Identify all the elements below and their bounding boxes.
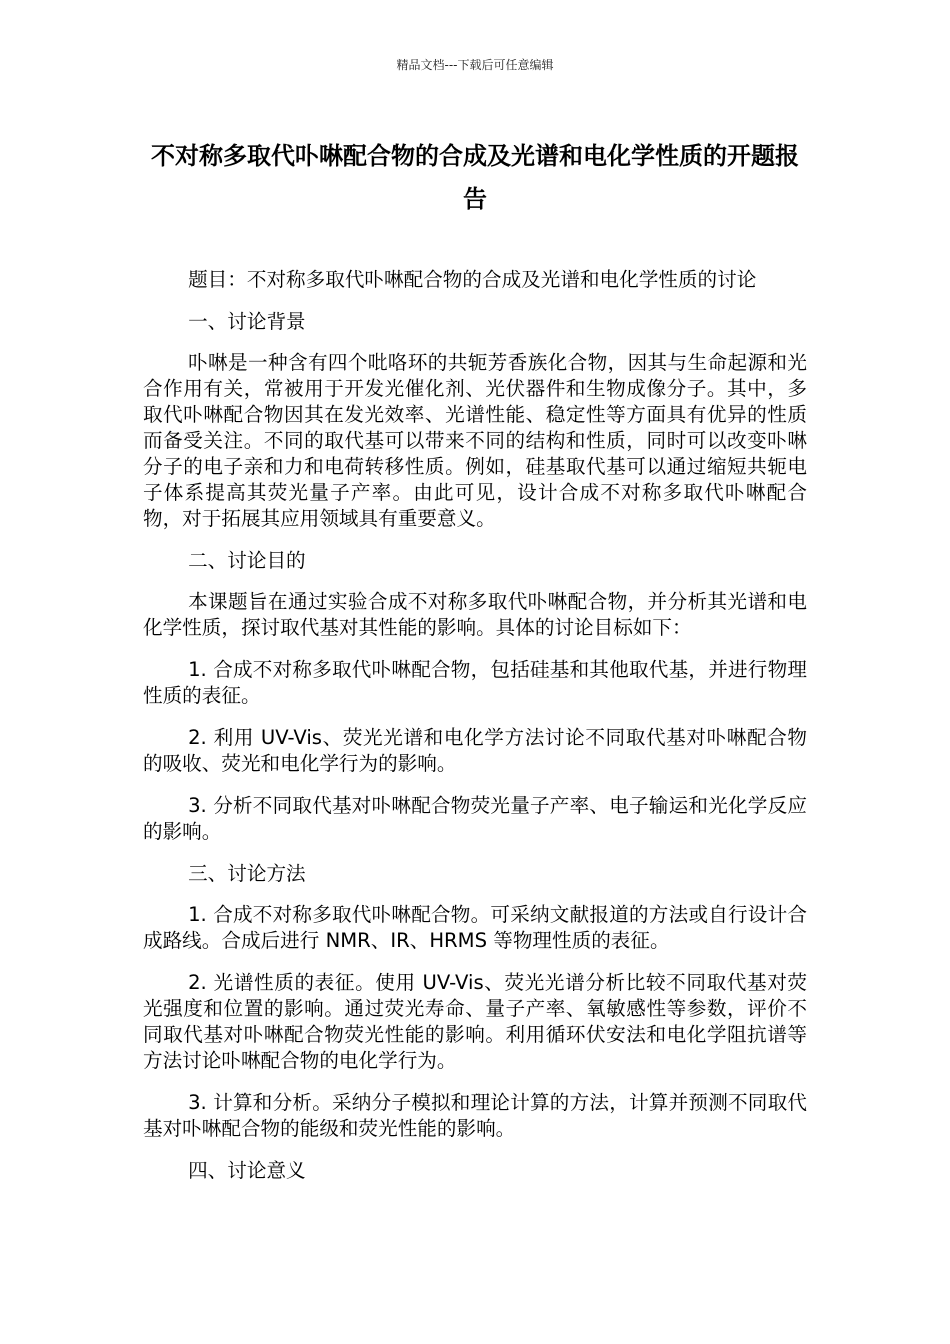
topic-line: 题目：不对称多取代卟啉配合物的合成及光谱和电化学性质的讨论: [188, 268, 757, 291]
document-body: [143, 267, 807, 1199]
purpose-item-2: 2. 利用 UV-Vis、荧光光谱和电化学方法讨论不同取代基对卟啉配合物的吸收、荧光和电化学行为的影响。: [143, 726, 807, 775]
section-heading-background: 一、讨论背景: [188, 310, 306, 333]
paragraph-purpose: 本课题旨在通过实验合成不对称多取代卟啉配合物，并分析其光谱和电化学性质，探讨取代基对其性能的影响。具体的讨论目标如下：: [143, 590, 807, 639]
method-item-1: 1. 合成不对称多取代卟啉配合物。可采纳文献报道的方法或自行设计合成路线。合成后进行 NMR、IR、HRMS 等物理性质的表征。: [143, 903, 807, 952]
paragraph-background: 卟啉是一种含有四个吡咯环的共轭芳香族化合物，因其与生命起源和光合作用有关，常被用于开发光催化剂、光伏器件和生物成像分子。其中，多取代卟啉配合物因其在发光效率、光谱性能、稳定性等方面具有优异的性质而备受关注。不同的取代基可以带来不同的结构和性质，同时可以改变卟啉分子的电子亲和力和电荷转移性质。例如，硅基取代基可以通过缩短共轭电子体系提高其荧光量子产率。由此可见，设计合成不对称多取代卟啉配合物，对于拓展其应用领域具有重要意义。: [143, 351, 807, 530]
header-note: 精品文档---下载后可任意编辑: [396, 58, 554, 72]
purpose-item-1: 1. 合成不对称多取代卟啉配合物，包括硅基和其他取代基，并进行物理性质的表征。: [143, 658, 807, 707]
purpose-item-3: 3. 分析不同取代基对卟啉配合物荧光量子产率、电子输运和光化学反应的影响。: [143, 794, 807, 843]
section-heading-significance: 四、讨论意义: [188, 1159, 306, 1182]
section-heading-methods: 三、讨论方法: [188, 862, 306, 885]
document-title: 不对称多取代卟啉配合物的合成及光谱和电化学性质的开题报告: [151, 142, 799, 213]
method-item-2: 2. 光谱性质的表征。使用 UV-Vis、荧光光谱分析比较不同取代基对荧光强度和位置的影响。通过荧光寿命、量子产率、氧敏感性等参数，评价不同取代基对卟啉配合物荧光性能的影响。利用循环伏安法和电化学阻抗谱等方法讨论卟啉配合物的电化学行为。: [143, 971, 807, 1072]
section-heading-purpose: 二、讨论目的: [188, 549, 306, 572]
method-item-3: 3. 计算和分析。采纳分子模拟和理论计算的方法，计算并预测不同取代基对卟啉配合物的能级和荧光性能的影响。: [143, 1091, 807, 1140]
